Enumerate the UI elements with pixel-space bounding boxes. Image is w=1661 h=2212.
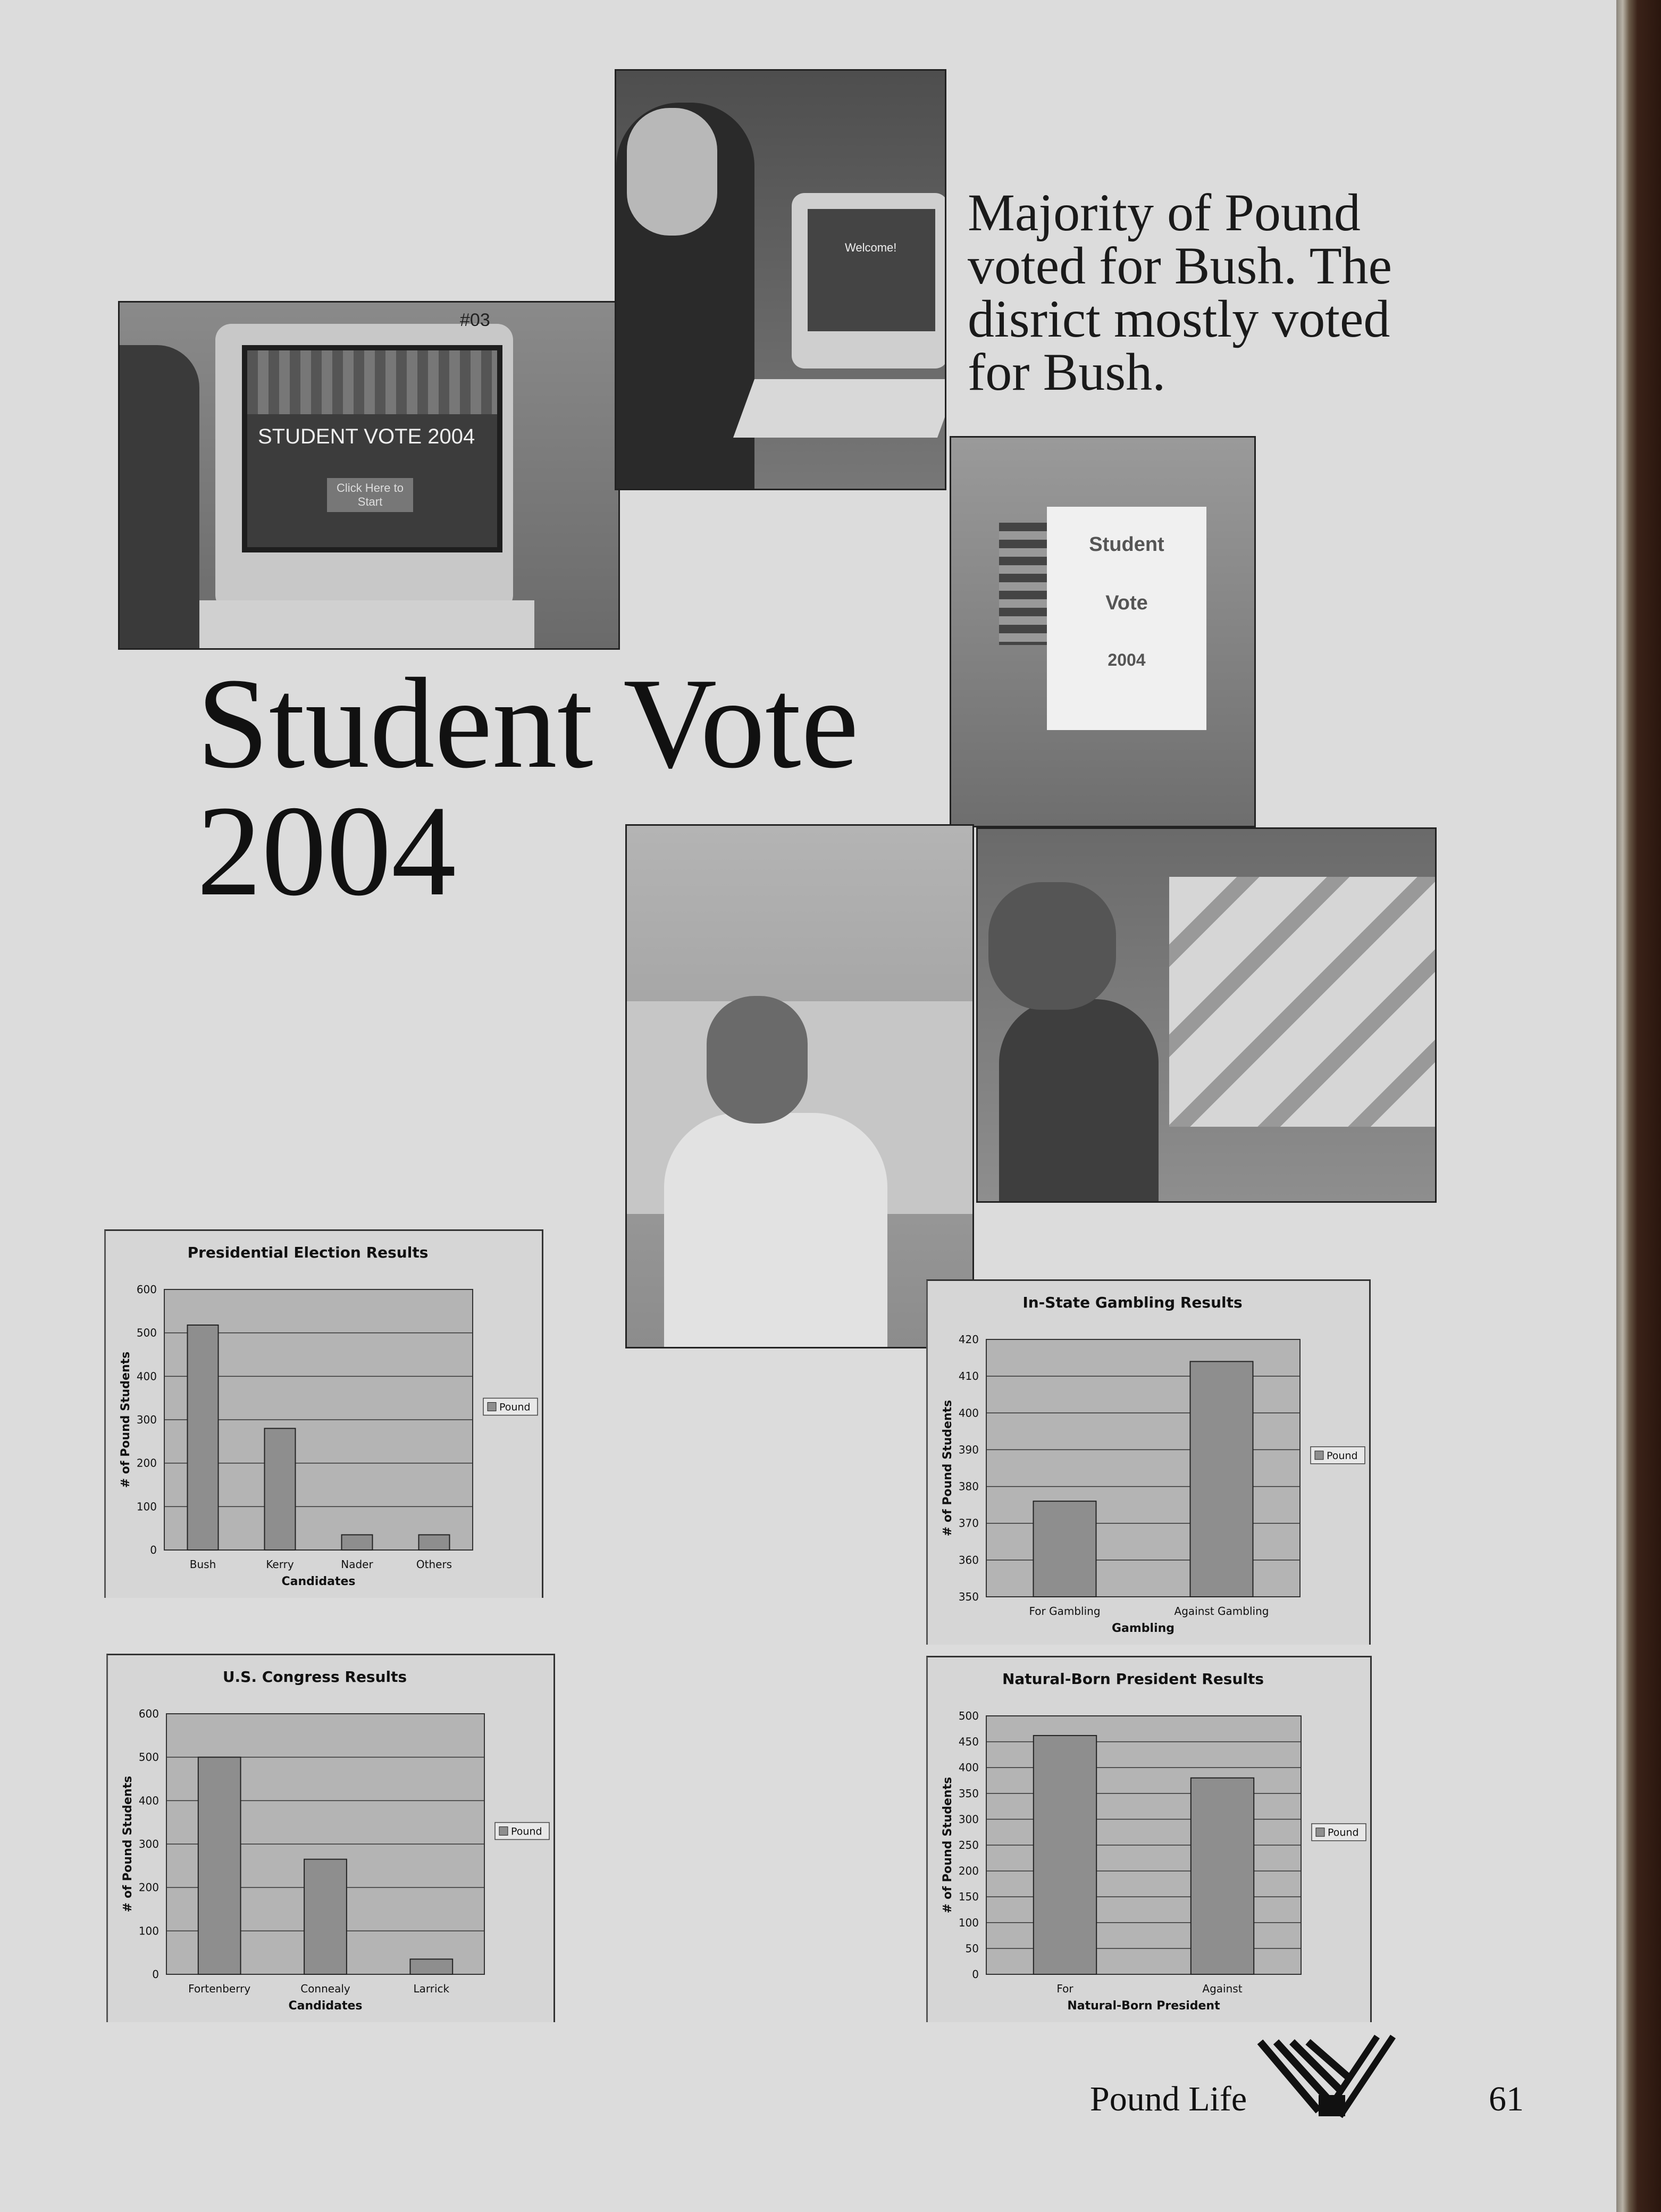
- x-tick-label: Larrick: [413, 1982, 450, 1995]
- monitor-row: [1169, 877, 1435, 1127]
- keyboard: [733, 379, 946, 438]
- y-tick-label: 600: [136, 1283, 157, 1296]
- legend-swatch: [1315, 1451, 1323, 1460]
- bar: [1191, 1778, 1254, 1974]
- x-tick-label: Nader: [341, 1558, 373, 1571]
- book-spine-edge: [1616, 0, 1661, 2212]
- welcome-text: Welcome!: [845, 241, 897, 254]
- y-tick-label: 200: [136, 1456, 157, 1470]
- title-line-1: Student Vote: [197, 651, 859, 795]
- bar: [342, 1535, 373, 1550]
- y-tick-label: 0: [150, 1544, 157, 1556]
- x-axis-label: Gambling: [1111, 1622, 1175, 1635]
- bar: [265, 1428, 296, 1550]
- page-number: 61: [1489, 2080, 1524, 2118]
- x-axis-label: Natural-Born President: [1067, 1999, 1220, 2013]
- y-tick-label: 500: [138, 1750, 159, 1764]
- sign-paper: [1047, 507, 1206, 730]
- y-tick-label: 300: [138, 1838, 159, 1850]
- sign-line-3: 2004: [1108, 650, 1146, 669]
- legend-swatch: [499, 1827, 508, 1836]
- x-tick-label: Others: [416, 1558, 452, 1571]
- y-axis-label: # of Pound Students: [941, 1777, 954, 1914]
- bar: [1034, 1501, 1096, 1597]
- photo-student-at-computer: [615, 69, 946, 490]
- monitor-screen: [808, 209, 935, 331]
- student-back: [988, 882, 1116, 1010]
- y-tick-label: 410: [958, 1370, 979, 1383]
- bar: [188, 1325, 219, 1550]
- chart-presidential-election: [104, 1229, 543, 1598]
- y-axis-label: # of Pound Students: [119, 1351, 132, 1488]
- y-tick-label: 420: [958, 1333, 979, 1346]
- y-tick-label: 500: [958, 1710, 979, 1722]
- y-tick-label: 450: [958, 1735, 979, 1748]
- photo-voting-computer-screen: [118, 301, 620, 650]
- y-tick-label: 250: [958, 1839, 979, 1851]
- y-tick-label: 200: [138, 1881, 159, 1894]
- student-front: [999, 999, 1159, 1203]
- x-tick-label: Fortenberry: [188, 1982, 251, 1995]
- y-tick-label: 300: [136, 1413, 157, 1426]
- y-tick-label: 380: [958, 1480, 979, 1493]
- legend-label: Pound: [499, 1401, 531, 1413]
- monitor-screen: [242, 345, 502, 552]
- footer-section-label: Pound Life: [1090, 2080, 1247, 2118]
- x-tick-label: For Gambling: [1029, 1605, 1101, 1618]
- y-tick-label: 100: [136, 1500, 157, 1513]
- chart-svg: [928, 1281, 1369, 1645]
- chart-title: U.S. Congress Results: [222, 1668, 407, 1686]
- x-tick-label: Against: [1202, 1982, 1243, 1995]
- teacher-shirt: [664, 1113, 887, 1348]
- y-axis-label: # of Pound Students: [941, 1400, 954, 1537]
- chart-us-congress: [106, 1654, 555, 2022]
- chart-title: Natural-Born President Results: [1002, 1670, 1264, 1688]
- photo-teacher: [625, 824, 974, 1348]
- y-tick-label: 50: [965, 1942, 979, 1955]
- chart-svg: [108, 1655, 553, 2022]
- bar: [198, 1757, 241, 1974]
- y-axis-label: # of Pound Students: [121, 1775, 135, 1913]
- y-tick-label: 100: [958, 1916, 979, 1929]
- y-tick-label: 300: [958, 1813, 979, 1826]
- y-tick-label: 400: [136, 1370, 157, 1383]
- bar: [419, 1535, 450, 1550]
- x-tick-label: For: [1056, 1982, 1073, 1995]
- chart-svg: [928, 1657, 1370, 2022]
- x-axis-label: Candidates: [281, 1575, 356, 1588]
- y-tick-label: 0: [152, 1968, 159, 1981]
- y-tick-label: 400: [138, 1794, 159, 1807]
- chart-title: Presidential Election Results: [187, 1244, 429, 1261]
- y-tick-label: 400: [958, 1406, 979, 1420]
- screen-title: STUDENT VOTE 2004: [258, 425, 475, 448]
- sticker-note: #03: [460, 310, 490, 330]
- keyboard: [194, 600, 534, 648]
- photo-caption: Majority of Pound voted for Bush. The disrict mostly voted for Bush.: [968, 183, 1392, 401]
- start-button: Click Here to Start: [327, 478, 413, 512]
- legend-label: Pound: [1327, 1449, 1358, 1462]
- photo-computer-lab: [976, 827, 1437, 1203]
- student-face: [627, 108, 717, 236]
- chart-in-state-gambling: [926, 1279, 1371, 1645]
- bar: [304, 1859, 347, 1974]
- flag: [999, 523, 1047, 645]
- bar: [1034, 1736, 1096, 1974]
- legend-swatch: [488, 1403, 496, 1411]
- sign-line-1: Student: [1089, 533, 1164, 556]
- y-tick-label: 500: [136, 1326, 157, 1339]
- y-tick-label: 370: [958, 1516, 979, 1530]
- photo-vote-sign: [950, 436, 1256, 827]
- x-tick-label: Kerry: [266, 1558, 294, 1571]
- y-tick-label: 150: [958, 1890, 979, 1904]
- chart-natural-born-president: [926, 1656, 1372, 2022]
- sign-line-2: Vote: [1105, 592, 1148, 614]
- student-silhouette: [120, 345, 199, 650]
- pound-logo-icon: [1255, 2031, 1404, 2122]
- legend-swatch: [1316, 1828, 1324, 1837]
- y-tick-label: 390: [958, 1443, 979, 1456]
- y-tick-label: 360: [958, 1553, 979, 1566]
- y-tick-label: 100: [138, 1924, 159, 1938]
- y-tick-label: 350: [958, 1787, 979, 1800]
- chart-svg: [106, 1231, 542, 1598]
- x-axis-label: Candidates: [288, 1999, 363, 2013]
- chart-title: In-State Gambling Results: [1022, 1294, 1243, 1311]
- y-tick-label: 350: [958, 1590, 979, 1603]
- title-line-2: 2004: [197, 779, 456, 923]
- bar: [410, 1959, 452, 1974]
- bar: [1190, 1361, 1253, 1597]
- teacher-head: [707, 996, 808, 1124]
- legend-label: Pound: [511, 1825, 542, 1838]
- y-tick-label: 200: [958, 1864, 979, 1878]
- legend-label: Pound: [1328, 1826, 1359, 1839]
- y-tick-label: 400: [958, 1761, 979, 1774]
- x-tick-label: Bush: [189, 1558, 216, 1571]
- x-tick-label: Connealy: [300, 1982, 350, 1995]
- y-tick-label: 600: [138, 1707, 159, 1720]
- y-tick-label: 0: [972, 1968, 979, 1981]
- x-tick-label: Against Gambling: [1174, 1605, 1269, 1618]
